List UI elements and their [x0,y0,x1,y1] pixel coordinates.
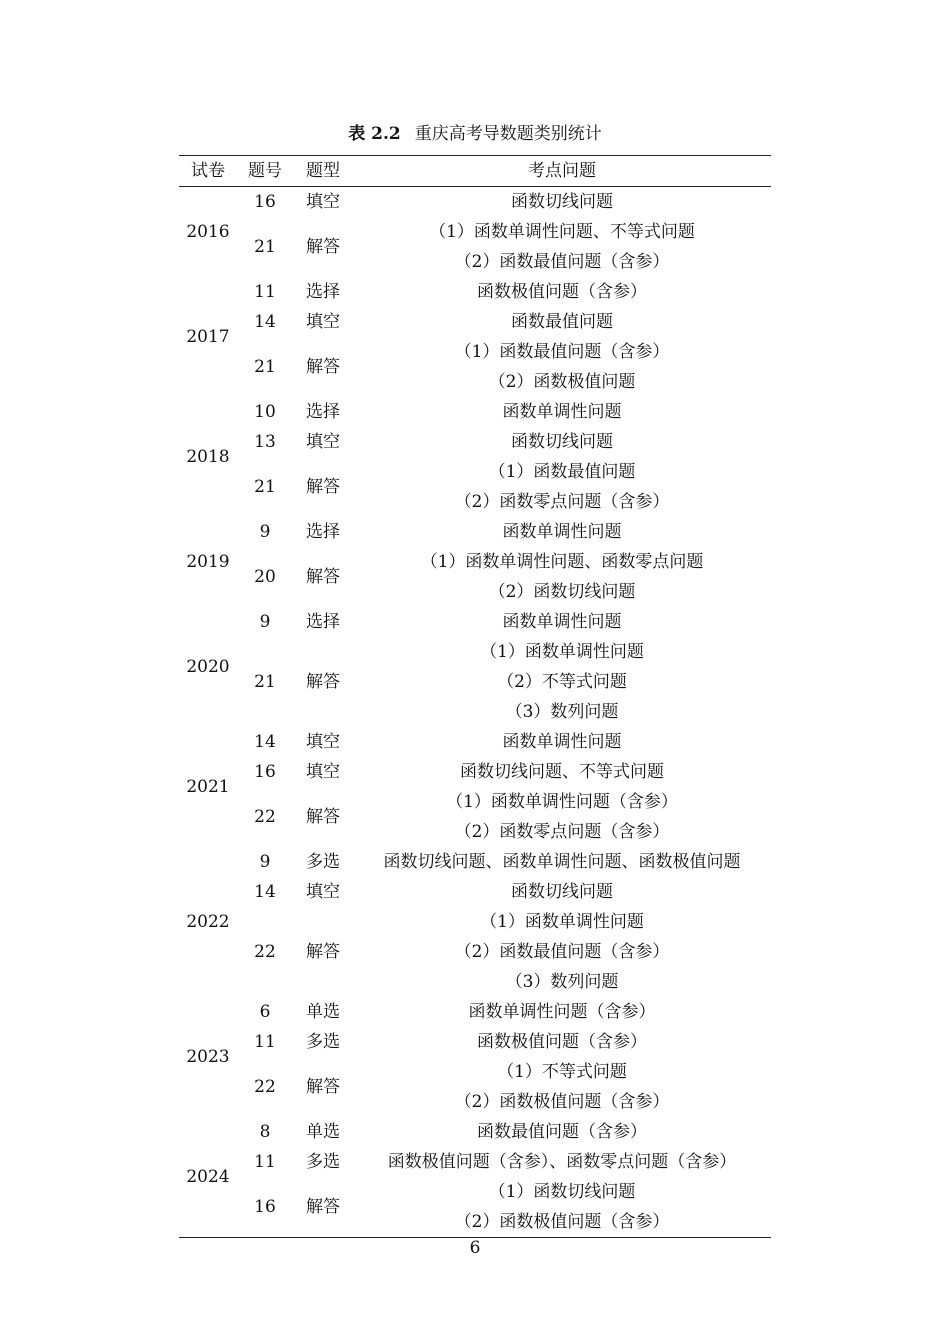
topic-cell: 函数极值问题（含参）、函数零点问题（含参） [387,1152,737,1172]
table-body [179,187,771,1238]
question-type-cell: 解答 [306,1197,340,1217]
question-no-cell: 6 [259,1002,271,1022]
question-no-cell: 21 [254,477,276,497]
question-type-cell: 填空 [306,192,340,212]
table-row [179,1147,771,1177]
question-no-cell: 22 [254,807,276,827]
question-no-cell: 11 [254,1152,276,1172]
topic-cell: （1）不等式问题 [497,1062,627,1082]
topic-cell: 函数单调性问题（含参） [468,1002,656,1022]
topic-cell: （3）数列问题 [505,972,619,992]
header-topic: 考点问题 [528,161,596,181]
topic-cell: （2）函数最值问题（含参） [454,942,670,962]
table-header-row [179,156,771,187]
question-no-cell: 14 [254,882,276,902]
topic-cell: （3）数列问题 [505,702,619,722]
topic-cell: （1）函数最值问题（含参） [454,342,670,362]
question-type-cell: 填空 [306,762,340,782]
table-row [179,727,771,757]
topic-cell: 函数极值问题（含参） [477,1032,647,1052]
question-no-cell: 16 [254,762,276,782]
question-type-cell: 选择 [306,522,340,542]
topic-cell: （1）函数最值问题 [488,462,636,482]
question-no-cell: 16 [254,1197,276,1217]
question-type-cell: 选择 [306,612,340,632]
question-type-cell: 解答 [306,807,340,827]
topic-cell: 函数切线问题、函数单调性问题、函数极值问题 [383,852,741,872]
topic-cell: 函数极值问题（含参） [477,282,647,302]
table-row [179,187,771,218]
question-no-cell: 21 [254,357,276,377]
table-row [179,1177,771,1207]
question-type-cell: 选择 [306,402,340,422]
table-row [179,1027,771,1057]
question-type-cell: 选择 [306,282,340,302]
question-type-cell: 多选 [306,1032,340,1052]
table-row [179,787,771,817]
question-no-cell: 9 [259,852,271,872]
table-row [179,907,771,937]
table-row [179,427,771,457]
topic-cell: 函数切线问题 [511,882,613,902]
page-number: 6 [469,1238,481,1258]
question-no-cell: 22 [254,942,276,962]
topic-cell: （2）函数最值问题（含参） [454,252,670,272]
question-type-cell: 多选 [306,852,340,872]
question-type-cell: 解答 [306,672,340,692]
table-row [179,517,771,547]
table-row [179,877,771,907]
table-row [179,277,771,307]
question-type-cell: 解答 [306,942,340,962]
question-type-cell: 单选 [306,1002,340,1022]
topic-cell: 函数单调性问题 [502,402,622,422]
topic-cell: （2）函数极值问题（含参） [454,1092,670,1112]
question-type-cell: 填空 [306,312,340,332]
question-type-cell: 填空 [306,432,340,452]
table-row [179,217,771,247]
topic-cell: （2）函数零点问题（含参） [454,822,670,842]
question-type-cell: 多选 [306,1152,340,1172]
topic-cell: 函数最值问题 [511,312,613,332]
question-no-cell: 13 [254,432,276,452]
question-no-cell: 21 [254,237,276,257]
question-type-cell: 解答 [306,477,340,497]
topic-cell: （1）函数单调性问题、不等式问题 [429,222,695,242]
year-cell: 2017 [186,327,230,347]
topic-cell: （2）函数极值问题（含参） [454,1212,670,1232]
table-row [179,397,771,427]
question-no-cell: 8 [259,1122,271,1142]
table-row [179,1117,771,1147]
year-cell: 2021 [186,777,230,797]
question-no-cell: 22 [254,1077,276,1097]
question-type-cell: 填空 [306,882,340,902]
topic-cell: （2）不等式问题 [497,672,627,692]
topic-cell: 函数单调性问题 [502,732,622,752]
topic-cell: （1）函数切线问题 [488,1182,636,1202]
question-no-cell: 9 [259,612,271,632]
table-row [179,607,771,637]
header-exam: 试卷 [191,161,225,181]
table-row [179,1057,771,1087]
question-no-cell: 11 [254,1032,276,1052]
question-type-cell: 解答 [306,567,340,587]
topic-cell: （2）函数零点问题（含参） [454,492,670,512]
topic-cell: （1）函数单调性问题（含参） [446,792,678,812]
header-question-type: 题型 [306,161,340,181]
question-type-cell: 单选 [306,1122,340,1142]
topic-cell: （2）函数极值问题 [488,372,636,392]
table-row [179,307,771,337]
header-question-no: 题号 [248,161,282,181]
question-type-cell: 填空 [306,732,340,752]
table-row [179,757,771,787]
table-number: 表 2.2 [348,124,401,144]
year-cell: 2023 [186,1047,230,1067]
year-cell: 2024 [186,1167,230,1187]
table-title: 重庆高考导数题类别统计 [414,124,602,144]
topic-cell: 函数切线问题 [511,192,613,212]
topic-cell: （1）函数单调性问题、函数零点问题 [420,552,704,572]
topic-cell: 函数最值问题（含参） [477,1122,647,1142]
question-no-cell: 9 [259,522,271,542]
year-cell: 2022 [186,912,230,932]
table-row [179,847,771,877]
question-type-cell: 解答 [306,357,340,377]
year-cell: 2019 [186,552,230,572]
topic-cell: 函数切线问题 [511,432,613,452]
table-row [179,637,771,667]
question-no-cell: 14 [254,312,276,332]
question-no-cell: 10 [254,402,276,422]
topic-cell: （1）函数单调性问题 [480,642,644,662]
question-no-cell: 21 [254,672,276,692]
table-row [179,547,771,577]
table-row [179,457,771,487]
topic-cell: 函数单调性问题 [502,612,622,632]
table-caption [0,120,950,148]
topic-cell: （2）函数切线问题 [488,582,636,602]
topic-cell: （1）函数单调性问题 [480,912,644,932]
table-row [179,997,771,1027]
topic-cell: 函数单调性问题 [502,522,622,542]
question-no-cell: 14 [254,732,276,752]
question-type-cell: 解答 [306,237,340,257]
question-statistics-table [179,155,771,1238]
question-no-cell: 11 [254,282,276,302]
year-cell: 2018 [186,447,230,467]
question-no-cell: 20 [254,567,276,587]
question-type-cell: 解答 [306,1077,340,1097]
table-row [179,337,771,367]
year-cell: 2016 [186,222,230,242]
question-no-cell: 16 [254,192,276,212]
year-cell: 2020 [186,657,230,677]
topic-cell: 函数切线问题、不等式问题 [460,762,664,782]
